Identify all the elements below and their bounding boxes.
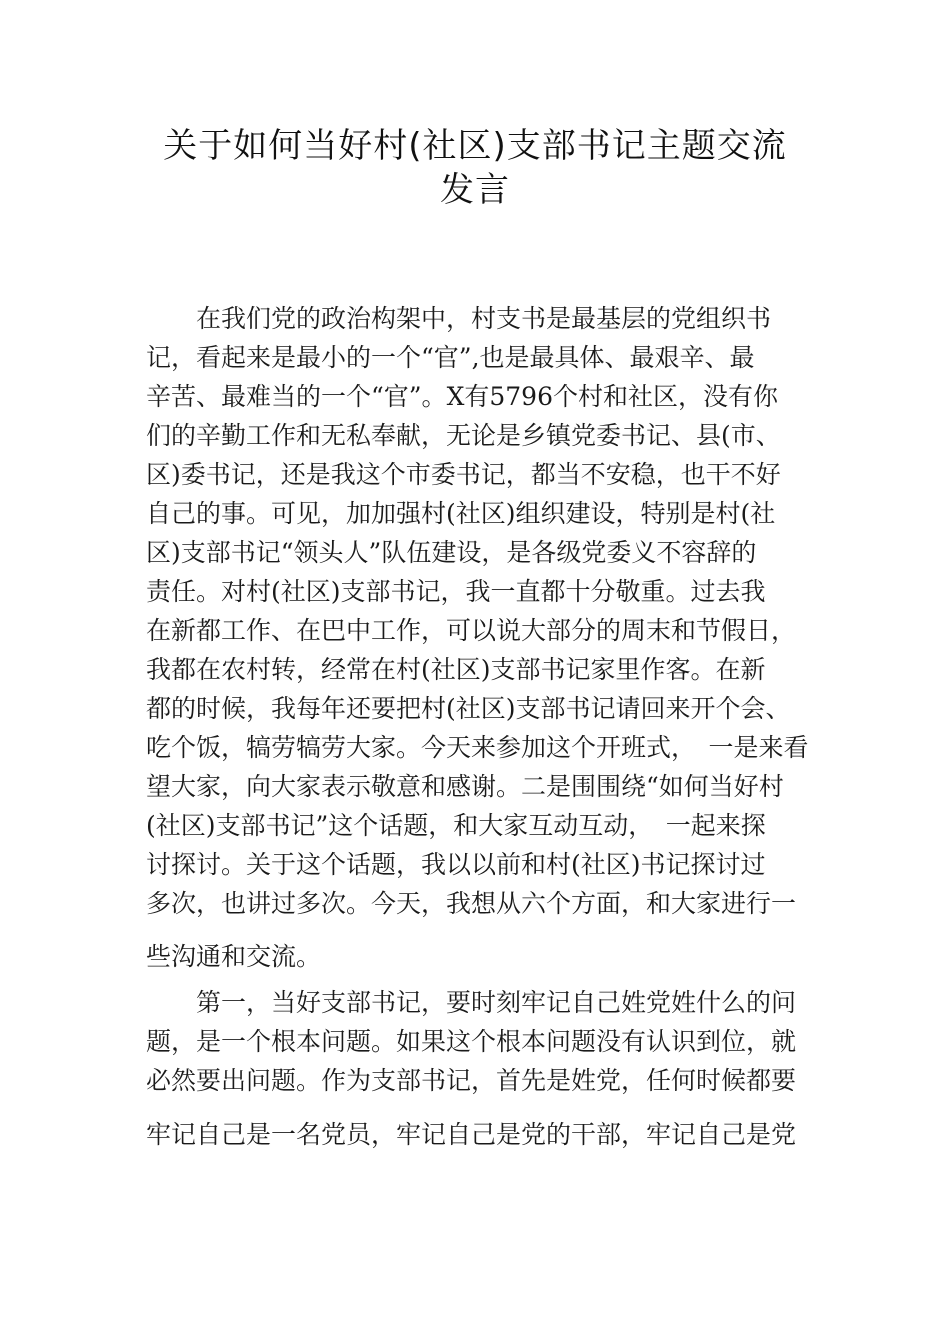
body-line: 区)支部书记“领头人”队伍建设，是各级党委义不容辞的 <box>146 538 757 567</box>
body-line: 辛苦、最难当的一个“官”。X有5796个村和社区，没有你 <box>146 382 778 411</box>
body-line: 在我们党的政治构架中，村支书是最基层的党组织书 <box>146 304 772 333</box>
body-line: 在新都工作、在巴中工作，可以说大部分的周末和节假日， <box>146 616 797 645</box>
body-line: (社区)支部书记”这个话题，和大家互动互动， 一起来探 <box>146 811 766 840</box>
body-line: 自己的事。可见，加加强村(社区)组织建设，特别是村(社 <box>146 499 776 528</box>
body-line: 我都在农村转，经常在村(社区)支部书记家里作客。在新 <box>146 655 766 684</box>
title-line-2: 发言 <box>440 170 510 210</box>
body-line: 牢记自己是一名党员，牢记自己是党的干部，牢记自己是党 <box>146 1120 797 1149</box>
body-line: 第一，当好支部书记，要时刻牢记自己姓党姓什么的问 <box>146 988 797 1017</box>
body-line: 题，是一个根本问题。如果这个根本问题没有认识到位，就 <box>146 1027 797 1056</box>
title-line-1: 关于如何当好村(社区)支部书记主题交流 <box>163 126 787 166</box>
body-line: 些沟通和交流。 <box>146 942 322 971</box>
body-line: 区)委书记，还是我这个市委书记，都当不安稳，也干不好 <box>146 460 781 489</box>
body-line: 记，看起来是最小的一个“官”,也是最具体、最艰辛、最 <box>146 343 755 372</box>
body-line: 必然要出问题。作为支部书记，首先是姓党，任何时候都要 <box>146 1066 797 1095</box>
body-line: 讨探讨。关于这个话题，我以以前和村(社区)书记探讨过 <box>146 850 766 879</box>
body-line: 都的时候，我每年还要把村(社区)支部书记请回来开个会、 <box>146 694 791 723</box>
document-title <box>130 124 820 212</box>
body-line: 吃个饭，犒劳犒劳大家。今天来参加这个开班式， 一是来看 <box>146 733 809 762</box>
body-line: 多次，也讲过多次。今天，我想从六个方面，和大家进行一 <box>146 889 797 918</box>
body-line: 们的辛勤工作和无私奉献，无论是乡镇党委书记、县(市、 <box>146 421 781 450</box>
body-line: 望大家，向大家表示敬意和感谢。二是围围绕“如何当好村 <box>146 772 784 801</box>
body-line: 责任。对村(社区)支部书记，我一直都十分敬重。过去我 <box>146 577 766 606</box>
